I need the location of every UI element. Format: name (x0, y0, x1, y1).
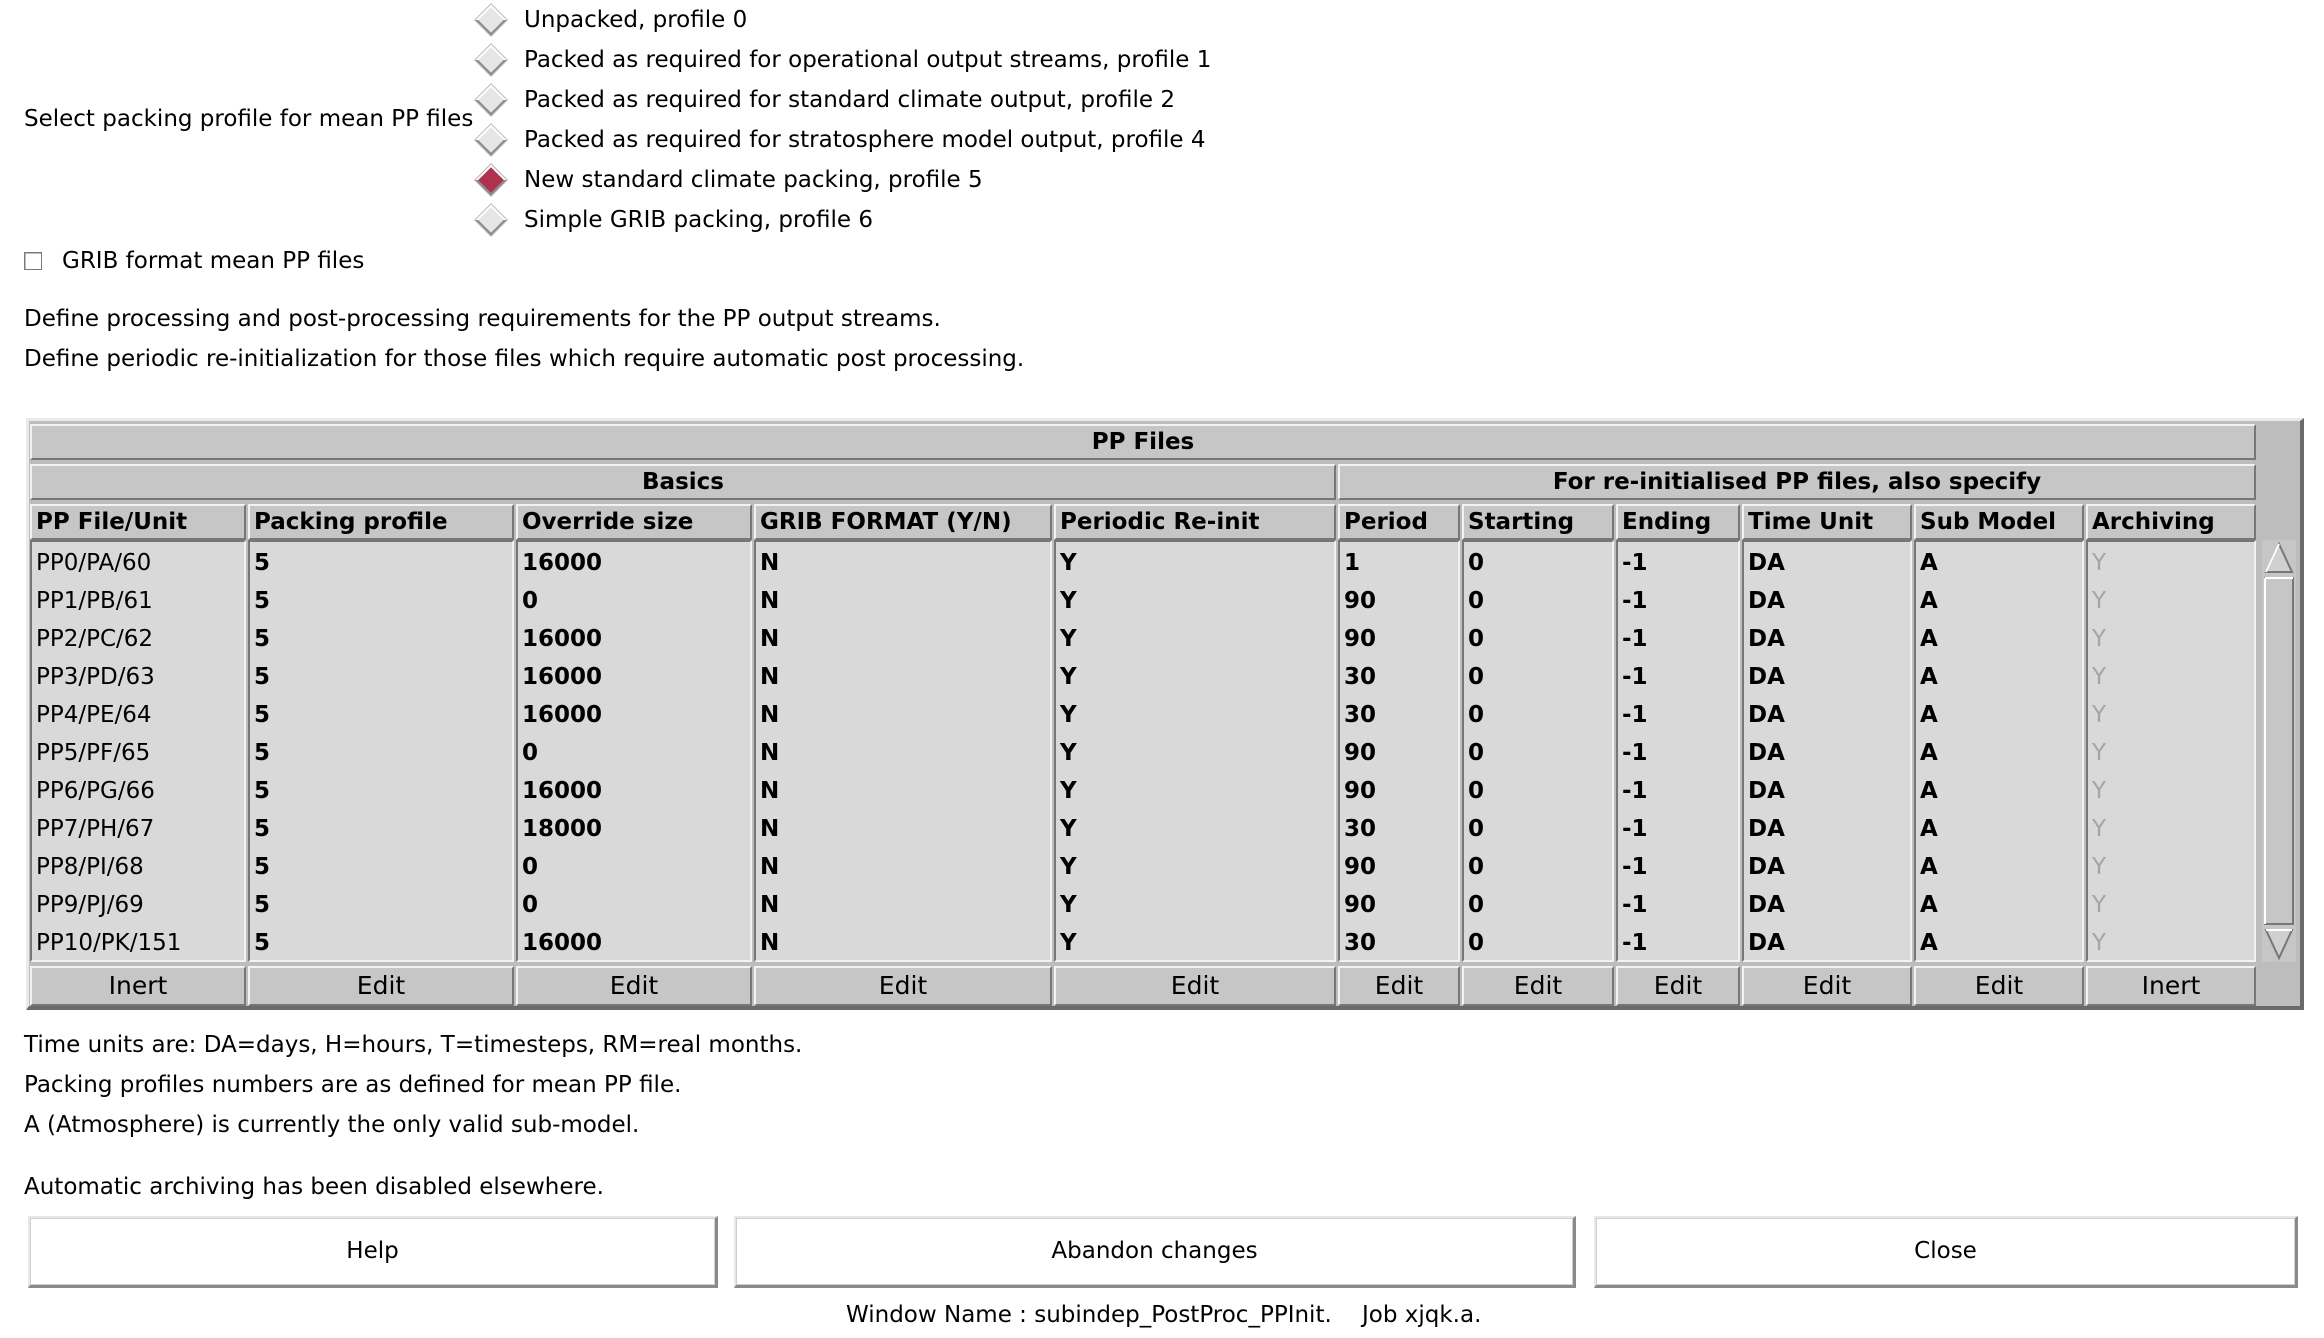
table-cell: Y (2092, 550, 2107, 576)
packing-profile-label: Select packing profile for mean PP files (24, 106, 474, 132)
column-header: Sub Model (1914, 504, 2084, 540)
table-cell[interactable]: PP1/PB/61 (36, 588, 153, 614)
intro-text-2: Define periodic re-initialization for those files which require automatic post processing. (24, 346, 1025, 372)
column-header: GRIB FORMAT (Y/N) (754, 504, 1052, 540)
column-edit-button[interactable]: Edit (754, 966, 1052, 1006)
table-cell[interactable]: N (760, 740, 780, 766)
table-cell[interactable]: A (1920, 664, 1938, 690)
table-cell[interactable]: N (760, 930, 780, 956)
table-cell[interactable]: 0 (1468, 930, 1485, 956)
table-cell[interactable]: 0 (1468, 816, 1485, 842)
table-cell[interactable]: N (760, 664, 780, 690)
table-cell: Y (2092, 930, 2107, 956)
table-cell[interactable]: PP5/PF/65 (36, 740, 151, 766)
column-header: Override size (516, 504, 752, 540)
grib-mean-checkbox[interactable] (24, 252, 42, 270)
column-header: Period (1338, 504, 1460, 540)
table-cell[interactable]: PP6/PG/66 (36, 778, 155, 804)
column-header: Time Unit (1742, 504, 1912, 540)
note-submodel: A (Atmosphere) is currently the only valid sub-model. (24, 1112, 640, 1138)
table-cell[interactable]: DA (1748, 664, 1785, 690)
table-cell[interactable]: 90 (1344, 588, 1377, 614)
table-cell: Y (2092, 854, 2107, 880)
table-cell[interactable]: 1 (1344, 550, 1361, 576)
table-cell[interactable]: 0 (1468, 550, 1485, 576)
table-cell[interactable]: 90 (1344, 626, 1377, 652)
table-cell[interactable]: PP3/PD/63 (36, 664, 155, 690)
table-cell[interactable]: PP10/PK/151 (36, 930, 182, 956)
table-cell[interactable]: 5 (254, 626, 271, 652)
packing-option-label: New standard climate packing, profile 5 (524, 167, 983, 193)
column-inert-button: Inert (2086, 966, 2256, 1006)
packing-option-2[interactable] (474, 80, 1175, 120)
table-cell: Y (2092, 702, 2107, 728)
note-archiving: Automatic archiving has been disabled elsewhere. (24, 1174, 604, 1200)
table-cell[interactable]: PP0/PA/60 (36, 550, 152, 576)
column-edit-button[interactable]: Edit (516, 966, 752, 1006)
packing-option-label: Packed as required for standard climate output, profile 2 (524, 87, 1175, 113)
table-cell[interactable]: N (760, 588, 780, 614)
table-cell[interactable]: DA (1748, 778, 1785, 804)
table-cell[interactable]: A (1920, 930, 1938, 956)
packing-option-3[interactable] (474, 120, 1206, 160)
table-cell[interactable]: Y (1060, 588, 1077, 614)
radio-button-icon[interactable] (475, 84, 506, 115)
table-cell[interactable]: 90 (1344, 740, 1377, 766)
group-header-basics: Basics (30, 464, 1336, 500)
table-cell[interactable]: -1 (1622, 854, 1648, 880)
table-cell[interactable]: Y (1060, 550, 1077, 576)
table-cell[interactable]: A (1920, 778, 1938, 804)
packing-option-label: Simple GRIB packing, profile 6 (524, 207, 873, 233)
table-cell: Y (2092, 588, 2107, 614)
packing-option-0[interactable] (474, 0, 747, 40)
column-header: Archiving (2086, 504, 2256, 540)
table-cell[interactable]: 0 (1468, 778, 1485, 804)
table-cell[interactable]: DA (1748, 854, 1785, 880)
abandon-changes-button[interactable]: Abandon changes (734, 1216, 1576, 1288)
table-cell[interactable]: Y (1060, 854, 1077, 880)
radio-button-icon[interactable] (475, 164, 506, 195)
column-cells (1742, 540, 1912, 962)
table-cell[interactable]: 5 (254, 816, 271, 842)
packing-option-1[interactable] (474, 40, 1211, 80)
table-cell[interactable]: PP9/PJ/69 (36, 892, 144, 918)
table-cell[interactable]: -1 (1622, 550, 1648, 576)
table-cell[interactable]: 16000 (522, 702, 603, 728)
table-cell: Y (2092, 892, 2107, 918)
column-cells (1462, 540, 1614, 962)
table-cell[interactable]: N (760, 626, 780, 652)
radio-button-icon[interactable] (475, 44, 506, 75)
column-cells (1914, 540, 2084, 962)
table-cell[interactable]: 16000 (522, 778, 603, 804)
column-edit-button[interactable]: Edit (1054, 966, 1336, 1006)
table-cell[interactable]: Y (1060, 626, 1077, 652)
table-cell[interactable]: -1 (1622, 664, 1648, 690)
column-cells (30, 540, 246, 962)
table-cell[interactable]: PP2/PC/62 (36, 626, 154, 652)
table-cell[interactable]: A (1920, 740, 1938, 766)
table-cell[interactable]: A (1920, 702, 1938, 728)
footer-job: Job xjqk.a. (1362, 1302, 1482, 1328)
table-cell[interactable]: N (760, 892, 780, 918)
table-cell[interactable]: 5 (254, 854, 271, 880)
table-cell[interactable]: 30 (1344, 930, 1377, 956)
table-cell[interactable]: 0 (522, 588, 539, 614)
table-cell[interactable]: 0 (522, 892, 539, 918)
table-cell[interactable]: A (1920, 550, 1938, 576)
table-cell[interactable]: -1 (1622, 892, 1648, 918)
table-cell[interactable]: Y (1060, 740, 1077, 766)
table-cell[interactable]: 0 (1468, 702, 1485, 728)
column-edit-button[interactable]: Edit (1338, 966, 1460, 1006)
table-cell[interactable]: 0 (522, 740, 539, 766)
table-cell[interactable]: DA (1748, 702, 1785, 728)
table-cell[interactable]: 16000 (522, 930, 603, 956)
table-cell[interactable]: PP4/PE/64 (36, 702, 152, 728)
table-scrollbar[interactable] (2262, 540, 2296, 962)
table-cell[interactable]: A (1920, 854, 1938, 880)
table-cell[interactable]: -1 (1622, 740, 1648, 766)
table-cell[interactable]: PP7/PH/67 (36, 816, 155, 842)
table-cell[interactable]: PP8/PI/68 (36, 854, 144, 880)
table-cell[interactable]: 90 (1344, 854, 1377, 880)
table-cell[interactable]: 5 (254, 740, 271, 766)
table-cell[interactable]: A (1920, 588, 1938, 614)
table-cell[interactable]: A (1920, 626, 1938, 652)
column-header: Ending (1616, 504, 1740, 540)
radio-button-icon[interactable] (475, 204, 506, 235)
table-cell: Y (2092, 816, 2107, 842)
grib-mean-checkbox-label: GRIB format mean PP files (62, 248, 365, 274)
column-edit-button[interactable]: Edit (1462, 966, 1614, 1006)
note-time-units: Time units are: DA=days, H=hours, T=timesteps, RM=real months. (24, 1032, 803, 1058)
table-cell[interactable]: A (1920, 816, 1938, 842)
table-cell[interactable]: 16000 (522, 626, 603, 652)
table-cell[interactable]: DA (1748, 626, 1785, 652)
table-cell[interactable]: 30 (1344, 816, 1377, 842)
radio-button-icon[interactable] (475, 4, 506, 35)
table-cell[interactable]: -1 (1622, 626, 1648, 652)
table-cell[interactable]: DA (1748, 740, 1785, 766)
table-cell[interactable]: Y (1060, 778, 1077, 804)
table-cell[interactable]: 0 (1468, 664, 1485, 690)
table-cell[interactable]: Y (1060, 930, 1077, 956)
column-header: Periodic Re-init (1054, 504, 1336, 540)
column-inert-button: Inert (30, 966, 246, 1006)
table-cell[interactable]: DA (1748, 588, 1785, 614)
table-cell[interactable]: 0 (1468, 740, 1485, 766)
column-header: Starting (1462, 504, 1614, 540)
table-cell[interactable]: 0 (1468, 854, 1485, 880)
table-cell[interactable]: 18000 (522, 816, 603, 842)
table-cell[interactable]: 30 (1344, 664, 1377, 690)
column-edit-button[interactable]: Edit (1616, 966, 1740, 1006)
table-cell[interactable]: DA (1748, 550, 1785, 576)
table-cell[interactable]: 0 (1468, 892, 1485, 918)
group-header-reinit: For re-initialised PP files, also specify (1338, 464, 2256, 500)
packing-option-label: Packed as required for stratosphere model output, profile 4 (524, 127, 1206, 153)
note-packing: Packing profiles numbers are as defined for mean PP file. (24, 1072, 682, 1098)
column-cells (754, 540, 1052, 962)
column-cells (516, 540, 752, 962)
grib-mean-checkbox-row[interactable] (24, 247, 364, 275)
table-cell[interactable]: DA (1748, 892, 1785, 918)
column-cells (1054, 540, 1336, 962)
table-cell[interactable]: Y (1060, 892, 1077, 918)
table-cell: Y (2092, 626, 2107, 652)
table-cell[interactable]: 16000 (522, 664, 603, 690)
table-cell[interactable]: N (760, 550, 780, 576)
table-cell[interactable]: 0 (522, 854, 539, 880)
packing-option-4[interactable] (474, 160, 983, 200)
column-cells (2086, 540, 2256, 962)
table-cell: Y (2092, 664, 2107, 690)
table-cell[interactable]: Y (1060, 702, 1077, 728)
packing-option-5[interactable] (474, 200, 873, 240)
table-cell[interactable]: 0 (1468, 588, 1485, 614)
column-cells (1616, 540, 1740, 962)
table-cell[interactable]: N (760, 816, 780, 842)
table-cell[interactable]: 5 (254, 550, 271, 576)
table-cell[interactable]: 16000 (522, 550, 603, 576)
column-header: Packing profile (248, 504, 514, 540)
footer-window-name: Window Name : subindep_PostProc_PPInit. (846, 1302, 1332, 1328)
table-cell[interactable]: 30 (1344, 702, 1377, 728)
table-cell[interactable]: 5 (254, 892, 271, 918)
table-title: PP Files (30, 424, 2256, 460)
table-cell[interactable]: -1 (1622, 816, 1648, 842)
table-cell[interactable]: N (760, 702, 780, 728)
column-edit-button[interactable]: Edit (248, 966, 514, 1006)
intro-text-1: Define processing and post-processing requirements for the PP output streams. (24, 306, 941, 332)
table-cell[interactable]: DA (1748, 816, 1785, 842)
column-edit-button[interactable]: Edit (1914, 966, 2084, 1006)
close-button[interactable]: Close (1594, 1216, 2298, 1288)
table-cell[interactable]: -1 (1622, 588, 1648, 614)
column-cells (1338, 540, 1460, 962)
scroll-thumb[interactable] (2265, 578, 2293, 924)
table-cell[interactable]: Y (1060, 816, 1077, 842)
column-edit-button[interactable]: Edit (1742, 966, 1912, 1006)
table-cell[interactable]: N (760, 854, 780, 880)
table-cell[interactable]: DA (1748, 930, 1785, 956)
table-cell[interactable]: -1 (1622, 778, 1648, 804)
column-cells (248, 540, 514, 962)
table-cell[interactable]: 5 (254, 588, 271, 614)
table-cell: Y (2092, 740, 2107, 766)
table-cell[interactable]: 5 (254, 930, 271, 956)
table-cell[interactable]: 90 (1344, 892, 1377, 918)
table-cell[interactable]: 5 (254, 664, 271, 690)
radio-button-icon[interactable] (475, 124, 506, 155)
help-button[interactable]: Help (28, 1216, 718, 1288)
table-cell[interactable]: 90 (1344, 778, 1377, 804)
packing-option-label: Packed as required for operational output streams, profile 1 (524, 47, 1212, 73)
table-cell: Y (2092, 778, 2107, 804)
table-cell[interactable]: 5 (254, 778, 271, 804)
table-cell[interactable]: A (1920, 892, 1938, 918)
table-cell[interactable]: 0 (1468, 626, 1485, 652)
column-header: PP File/Unit (30, 504, 246, 540)
table-cell[interactable]: -1 (1622, 930, 1648, 956)
packing-option-label: Unpacked, profile 0 (524, 7, 748, 33)
table-cell[interactable]: N (760, 778, 780, 804)
table-cell[interactable]: -1 (1622, 702, 1648, 728)
table-cell[interactable]: Y (1060, 664, 1077, 690)
table-cell[interactable]: 5 (254, 702, 271, 728)
